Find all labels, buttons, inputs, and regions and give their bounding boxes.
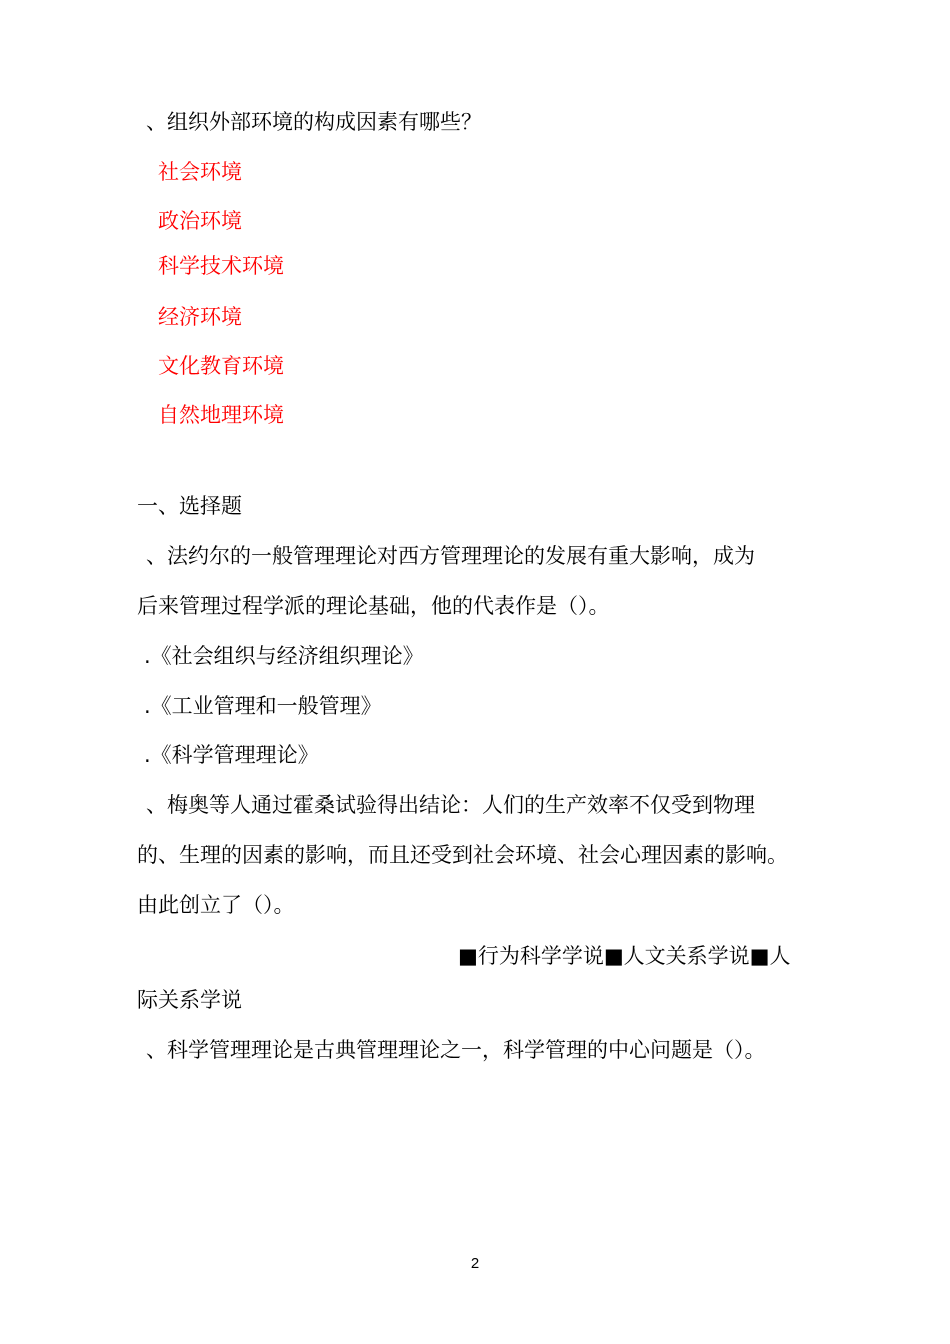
- question-3-options-continued: 际关系学说: [137, 988, 242, 1012]
- page-number: 2: [470, 1255, 480, 1272]
- answer-item-geography: 自然地理环境: [158, 403, 284, 427]
- question-4-line-1: 、科学管理理论是古典管理理论之一，科学管理的中心问题是（）。: [146, 1038, 766, 1062]
- question-1: 、组织外部环境的构成因素有哪些？: [146, 110, 482, 134]
- question-2-line-1: 、法约尔的一般管理理论对西方管理理论的发展有重大影响，成为: [146, 544, 755, 568]
- answer-item-economic: 经济环境: [158, 305, 242, 329]
- question-3-line-2: 的、生理的因素的影响，而且还受到社会环境、社会心理因素的影响。: [137, 843, 788, 867]
- question-3-line-3: 由此创立了（）。: [137, 893, 295, 917]
- answer-item-social: 社会环境: [158, 160, 242, 184]
- answer-item-culture: 文化教育环境: [158, 354, 284, 378]
- answer-item-technology: 科学技术环境: [158, 254, 284, 278]
- section-title: 一、选择题: [137, 494, 242, 518]
- answer-item-political: 政治环境: [158, 209, 242, 233]
- question-3-line-1: 、梅奥等人通过霍桑试验得出结论：人们的生产效率不仅受到物理: [146, 793, 755, 817]
- option-item: .《社会组织与经济组织理论》: [144, 644, 424, 668]
- question-3-options: ■行为科学学说■人文关系学说■人: [458, 944, 791, 968]
- option-item: .《科学管理理论》: [144, 743, 319, 767]
- question-2-line-2: 后来管理过程学派的理论基础，他的代表作是（）。: [137, 594, 610, 618]
- option-item: .《工业管理和一般管理》: [144, 694, 382, 718]
